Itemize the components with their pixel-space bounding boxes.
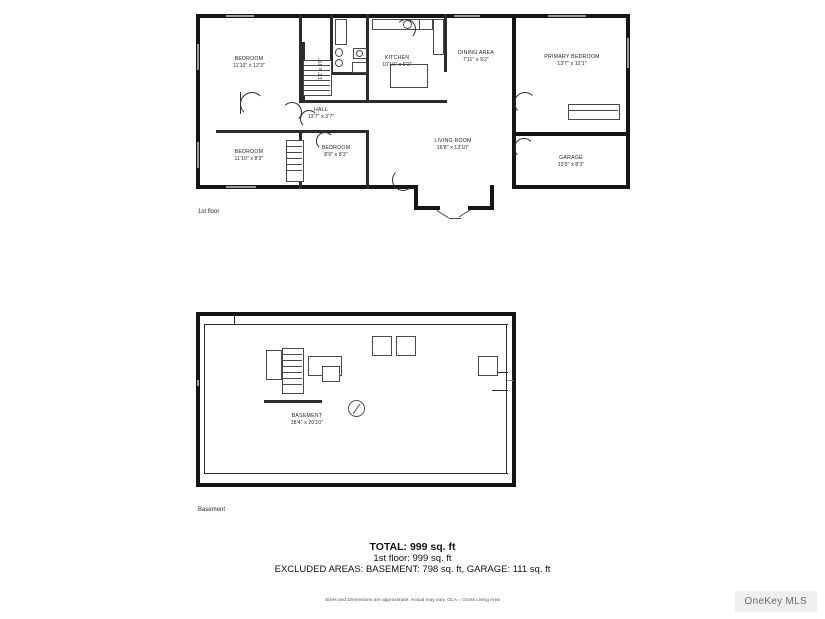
stair-step [303,65,330,66]
basement-wall-left [196,312,200,487]
basement-storage-box-2 [396,336,416,356]
first-floor-area-label: 1st floor: 999 sq. ft [373,553,452,564]
window-left-lower [197,142,198,168]
stair-step [286,146,302,147]
basement-stair-wall-2 [492,390,508,391]
first-floor-plan [196,14,630,214]
kitchen-range [419,19,433,30]
window-right-upper [627,38,628,68]
wall-interior-kitchen-right [444,14,447,72]
basement-stair-step [282,384,302,385]
basement-notch-horizontal [234,324,270,325]
basement-wall-top [196,312,516,316]
wall-interior-hall-bottom [216,130,369,133]
sink [335,59,343,67]
basement-side-table [322,366,340,382]
basement-inner-bottom [204,473,508,474]
wall-bay-bottom-right [468,206,494,210]
toilet [335,48,343,57]
basement-stair-step [282,372,302,373]
basement-stair-step [282,354,302,355]
stair-step [303,85,330,86]
compass-needle [352,403,360,414]
stair-step [303,80,330,81]
room-label-primary-bedroom: PRIMARY BEDROOM 13'7" x 12'1" [544,54,600,67]
bay-window-angle-left [436,210,449,219]
window-front-right [548,15,586,16]
door-arc-primary-bedroom [396,19,416,39]
room-label-living-room: LIVING ROOM 16'8" x 13'10" [434,138,472,151]
primary-closet [568,104,620,120]
basement-caption: Basement [198,507,226,513]
summary-block [0,541,825,575]
basement-shelf-left [266,350,282,380]
window-rear-left [226,186,256,187]
basement-inner-left [204,324,205,474]
stair-step [303,90,330,91]
basement-storage-box-3 [478,356,498,376]
door-leaf-bedroom1 [240,92,241,114]
basement-stair-step [282,366,302,367]
total-area-label: TOTAL: 999 sq. ft [369,541,456,553]
basement-window-right [507,380,513,381]
room-label-bedroom-3: BEDROOM 8'9" x 8'3" [321,145,351,158]
closet-dimension-label: 1'6" x 1'6" [318,58,324,80]
bathtub [335,19,347,45]
excluded-areas-label: EXCLUDED AREAS: BASEMENT: 798 sq. ft, GARAGE: 111 sq. ft [274,564,551,575]
stair-step [286,170,302,171]
basement-plan [196,312,516,487]
door-arc-living-room [392,169,414,191]
basement-wall-right [512,312,516,487]
stair-step [286,164,302,165]
closet-rod [568,110,618,111]
wall-garage-mid [512,132,630,136]
basement-wall-bottom [196,483,516,487]
bay-window-front [449,218,461,219]
stair-step [303,70,330,71]
onekey-mls-watermark: OneKey MLS [735,591,817,612]
basement-inner-right [506,324,507,474]
room-label-hall: HALL 13'7" x 3'7" [307,107,335,120]
wall-interior-bedroom3-right [366,130,369,189]
room-label-kitchen: KITCHEN 10'10" x 9'2" [382,55,412,68]
wall-exterior-bottom-right [514,185,630,189]
room-label-dining-area: DINING AREA 7'11" x 9'2" [457,50,495,63]
disclaimer-text: Sizes and Dimensions are approximate. Actual may vary. GLA = Gross Living Area [325,598,500,603]
window-front-left [226,15,254,16]
basement-stair-step [282,378,302,379]
basement-window-left [197,380,198,386]
basement-stair-step [282,360,302,361]
wall-interior-hall-top [299,100,369,103]
first-floor-caption: 1st floor [198,209,220,215]
window-front-mid [454,15,480,16]
bay-window-angle-right [458,209,471,218]
door-arc-primary-entry [514,92,536,114]
room-label-basement: BASEMENT 38'4" x 20'10" [290,413,324,426]
room-label-bedroom-1: BEDROOM 11'10" x 12'3" [233,56,265,69]
door-arc-bedroom1 [240,92,264,116]
room-label-bedroom-2: BEDROOM 11'10" x 8'3" [234,149,264,162]
basement-partition [264,400,322,403]
wall-interior-dining-bottom [369,100,447,103]
window-left-upper [197,44,198,70]
stair-step [303,75,330,76]
basement-stair-run [282,348,304,394]
basement-storage-box-1 [372,336,392,356]
room-label-garage: GARAGE 13'5" x 8'3" [557,155,585,168]
